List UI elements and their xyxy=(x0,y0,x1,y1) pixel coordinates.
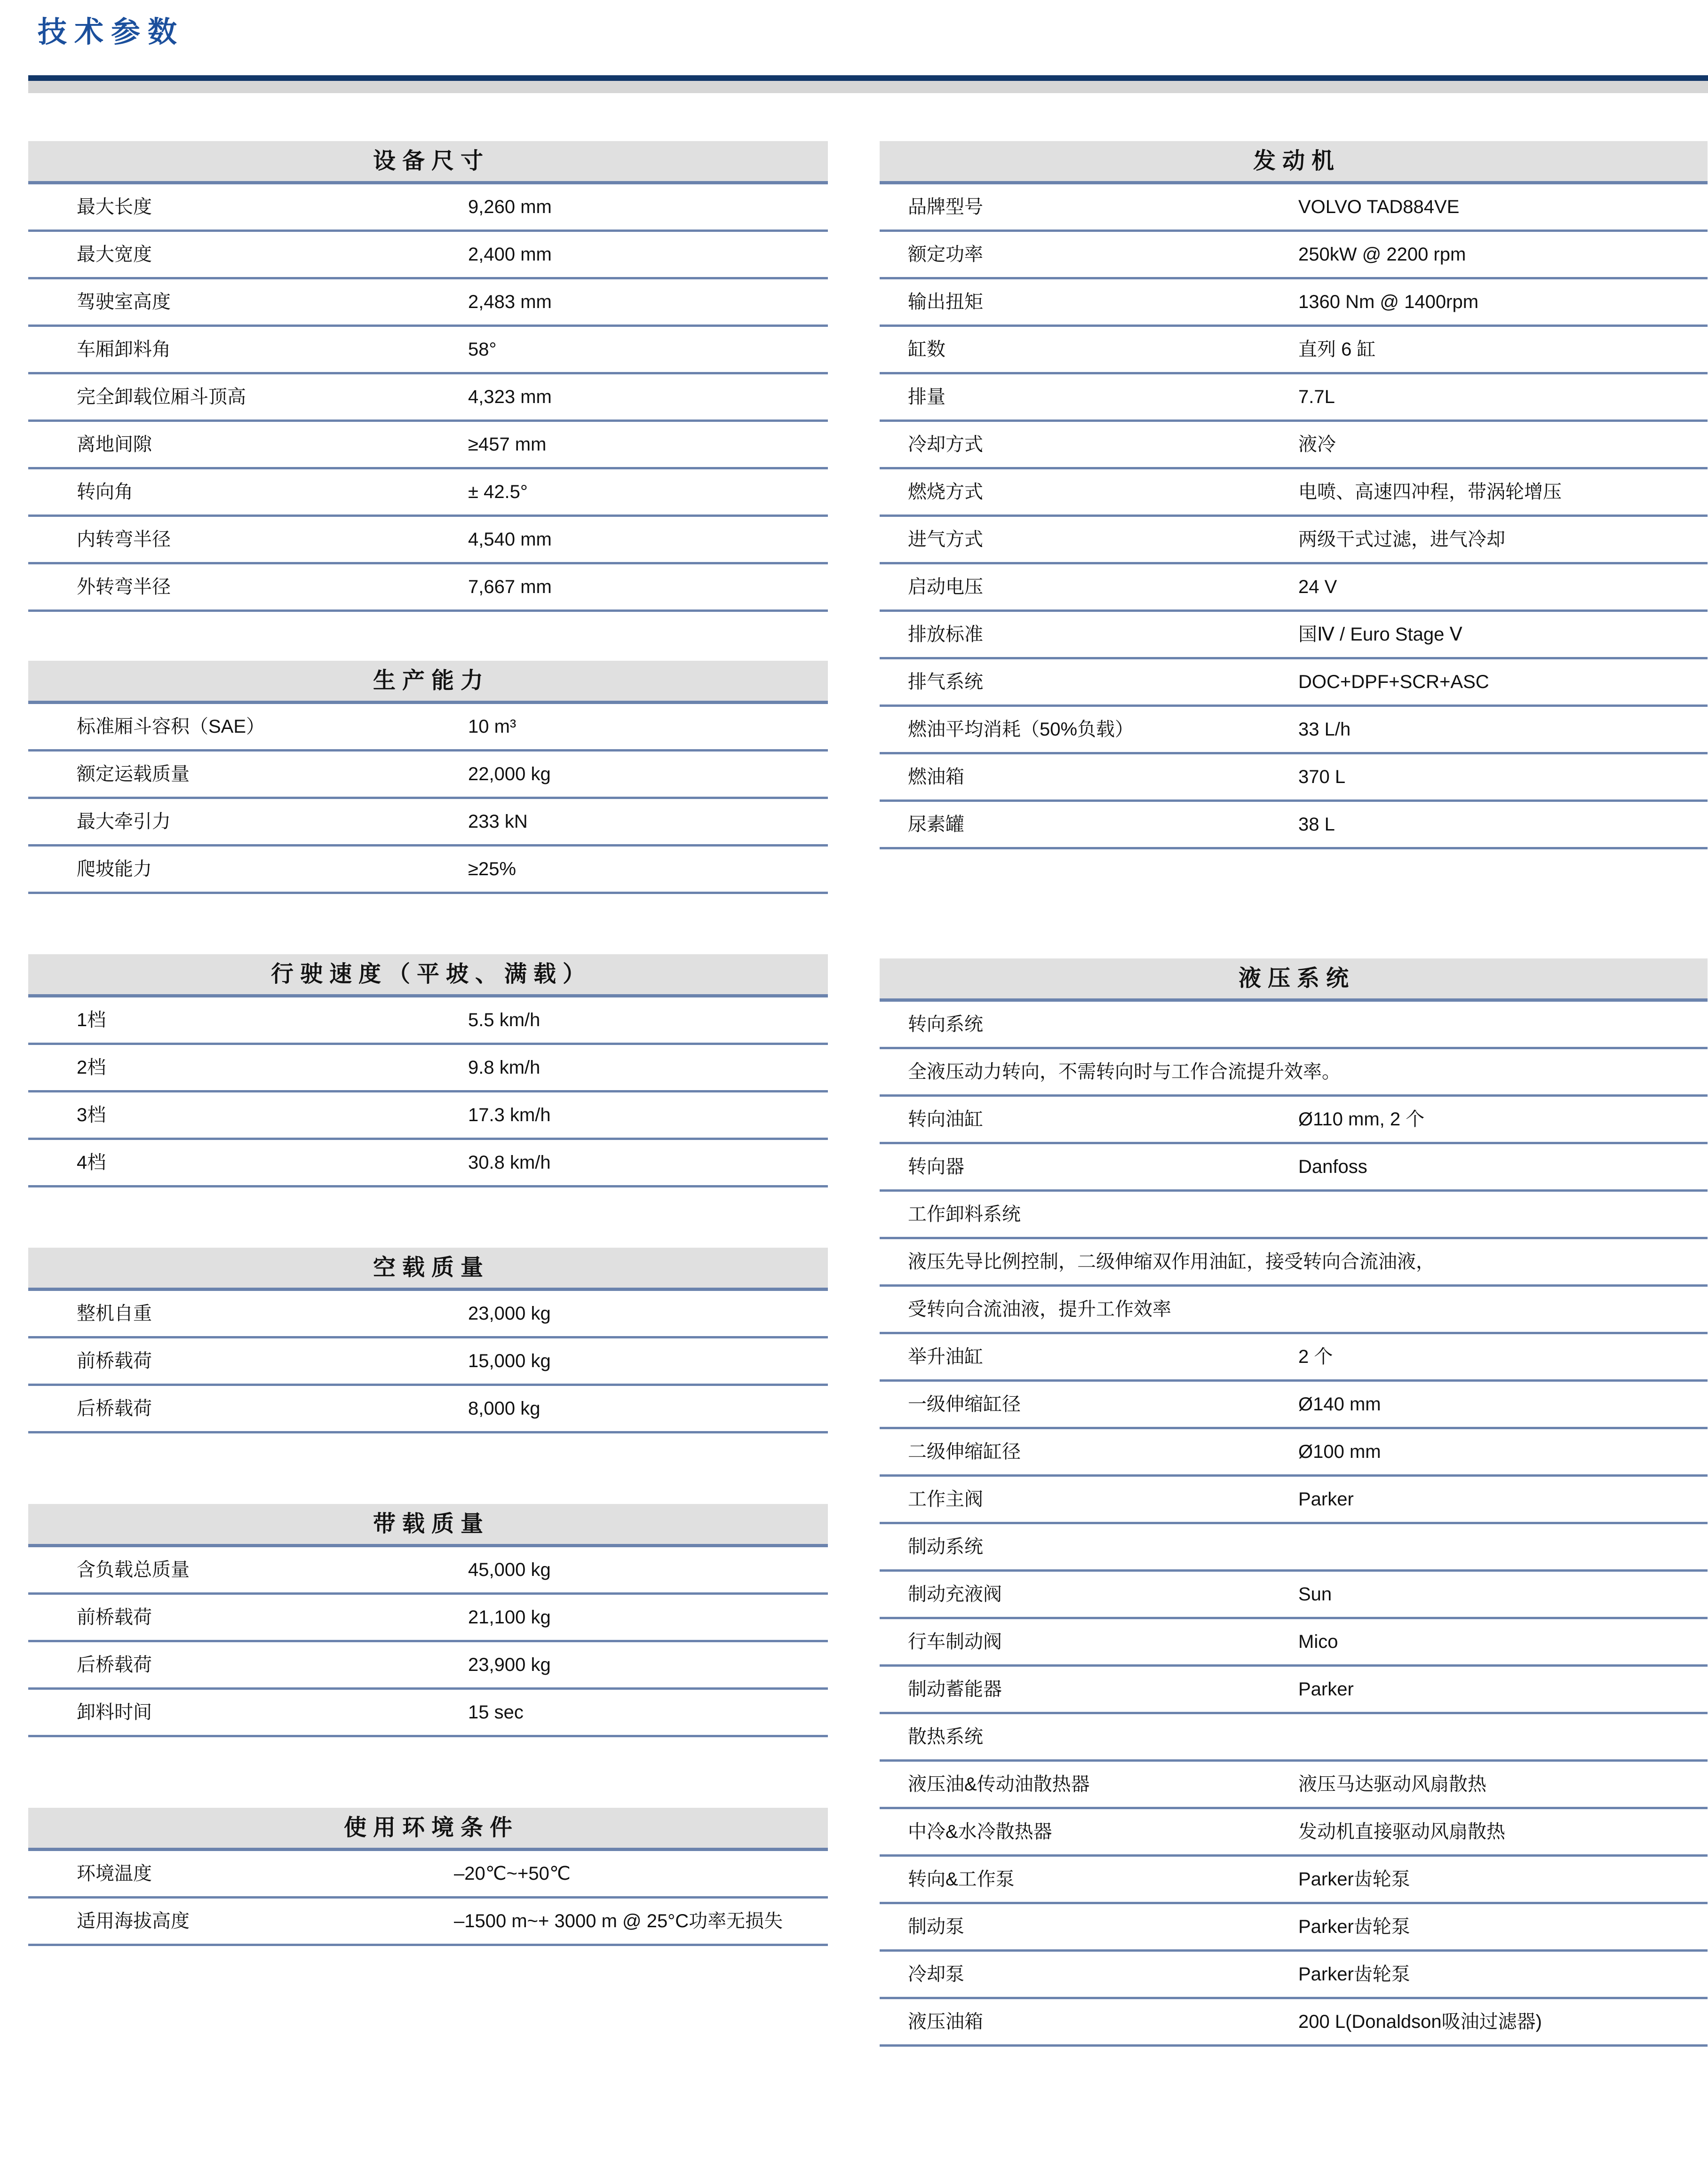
spec-value: 23,000 kg xyxy=(468,1303,551,1324)
spec-value: 23,900 kg xyxy=(468,1654,551,1675)
spec-label: 燃烧方式 xyxy=(908,482,983,502)
spec-label: 后桥载荷 xyxy=(77,1654,152,1675)
section-rows xyxy=(880,1002,1708,2047)
spec-row xyxy=(880,1002,1708,1049)
spec-value: 4,323 mm xyxy=(468,387,552,407)
spec-row xyxy=(880,1809,1708,1857)
spec-value: ≥457 mm xyxy=(468,434,547,455)
spec-label: 最大宽度 xyxy=(77,244,152,265)
spec-label: 3档 xyxy=(77,1105,106,1125)
spec-label: 制动蓄能器 xyxy=(908,1679,1002,1700)
spec-value: Mico xyxy=(1298,1631,1338,1652)
spec-value: 电喷、高速四冲程，带涡轮增压 xyxy=(1298,482,1562,502)
spec-value: 200 L(Donaldson吸油过滤器) xyxy=(1298,2011,1542,2032)
spec-value: 17.3 km/h xyxy=(468,1105,551,1125)
spec-value: 250kW @ 2200 rpm xyxy=(1298,244,1466,265)
spec-label: 最大牵引力 xyxy=(77,811,171,832)
spec-value: 30.8 km/h xyxy=(468,1152,551,1173)
spec-row xyxy=(28,1092,828,1140)
spec-row xyxy=(28,1851,828,1899)
spec-value: 38 L xyxy=(1298,814,1335,835)
spec-label: 进气方式 xyxy=(908,529,983,550)
section-gap xyxy=(28,1433,828,1504)
spec-value: Danfoss xyxy=(1298,1156,1367,1177)
spec-row xyxy=(880,1334,1708,1382)
spec-label: 工作主阀 xyxy=(908,1489,983,1510)
spec-label: 尿素罐 xyxy=(908,814,964,835)
spec-row xyxy=(28,469,828,517)
spec-label: 前桥载荷 xyxy=(77,1351,152,1371)
spec-value: 9.8 km/h xyxy=(468,1057,540,1078)
spec-section xyxy=(880,141,1708,849)
spec-row xyxy=(28,1140,828,1187)
spec-row xyxy=(880,1762,1708,1809)
section-gap xyxy=(880,849,1708,958)
spec-value: Parker xyxy=(1298,1489,1354,1510)
spec-value: 22,000 kg xyxy=(468,764,551,784)
spec-row xyxy=(28,1547,828,1595)
spec-label: 转向角 xyxy=(77,482,133,502)
left-column xyxy=(28,141,828,1946)
spec-label: 额定运载质量 xyxy=(77,764,190,784)
spec-label: 液压先导比例控制，二级伸缩双作用油缸，接受转向合流油液， xyxy=(908,1251,1435,1272)
spec-row xyxy=(880,754,1708,802)
right-column xyxy=(880,141,1708,2047)
spec-value: 2,400 mm xyxy=(468,244,552,265)
spec-row xyxy=(880,1667,1708,1714)
spec-label: 输出扭矩 xyxy=(908,292,983,312)
spec-value: Ø100 mm xyxy=(1298,1441,1381,1462)
section-header xyxy=(880,141,1708,184)
spec-row xyxy=(880,612,1708,659)
spec-value: Parker齿轮泵 xyxy=(1298,1916,1410,1937)
spec-label: 液压油&传动油散热器 xyxy=(908,1774,1090,1795)
spec-label: 外转弯半径 xyxy=(77,577,171,597)
spec-value: 233 kN xyxy=(468,811,528,832)
spec-value: ≥25% xyxy=(468,859,516,879)
spec-row xyxy=(880,802,1708,849)
spec-row xyxy=(28,232,828,279)
spec-value: 8,000 kg xyxy=(468,1398,540,1419)
spec-value: 58° xyxy=(468,339,497,360)
spec-section xyxy=(28,1504,828,1737)
spec-row xyxy=(28,564,828,612)
section-title: 带载质量 xyxy=(373,1511,490,1536)
spec-value: 21,100 kg xyxy=(468,1607,551,1628)
spec-row xyxy=(880,1524,1708,1572)
spec-value: Parker齿轮泵 xyxy=(1298,1869,1410,1890)
spec-label: 制动系统 xyxy=(908,1536,983,1557)
spec-value: 45,000 kg xyxy=(468,1559,551,1580)
spec-value: 两级干式过滤，进气冷却 xyxy=(1298,529,1505,550)
section-header xyxy=(28,1504,828,1547)
spec-row xyxy=(880,1619,1708,1667)
spec-label: 冷却方式 xyxy=(908,434,983,455)
section-gap xyxy=(28,1737,828,1808)
spec-row xyxy=(880,707,1708,754)
spec-label: 排气系统 xyxy=(908,672,983,692)
spec-value: 直列 6 缸 xyxy=(1298,339,1376,360)
spec-label: 卸料时间 xyxy=(77,1702,152,1723)
spec-row xyxy=(28,997,828,1045)
spec-row xyxy=(28,752,828,799)
spec-row xyxy=(880,1572,1708,1619)
spec-value: VOLVO TAD884VE xyxy=(1298,197,1460,217)
spec-section xyxy=(28,1808,828,1946)
spec-value: Ø110 mm, 2 个 xyxy=(1298,1109,1425,1130)
spec-label: 冷却泵 xyxy=(908,1964,964,1985)
spec-row xyxy=(880,659,1708,707)
spec-row xyxy=(28,847,828,894)
spec-value: 15,000 kg xyxy=(468,1351,551,1371)
section-title: 液压系统 xyxy=(1238,965,1355,991)
spec-label: 全液压动力转向，不需转向时与工作合流提升效率。 xyxy=(908,1061,1341,1082)
spec-label: 1档 xyxy=(77,1010,106,1030)
spec-value: 370 L xyxy=(1298,767,1346,787)
spec-value: 5.5 km/h xyxy=(468,1010,540,1030)
section-header xyxy=(28,1248,828,1291)
section-title: 行驶速度（平坡、满载） xyxy=(270,961,592,987)
spec-value: 4,540 mm xyxy=(468,529,552,550)
section-rows xyxy=(28,1851,828,1946)
spec-label: 标准厢斗容积（SAE） xyxy=(77,716,265,737)
spec-label: 缸数 xyxy=(908,339,945,360)
spec-row xyxy=(880,1477,1708,1524)
spec-value: 液压马达驱动风扇散热 xyxy=(1298,1774,1486,1795)
spec-label: 二级伸缩缸径 xyxy=(908,1441,1021,1462)
section-gap xyxy=(28,1187,828,1248)
spec-row xyxy=(28,1690,828,1737)
spec-row xyxy=(28,1899,828,1946)
spec-value: Parker齿轮泵 xyxy=(1298,1964,1410,1985)
spec-value: 33 L/h xyxy=(1298,719,1351,740)
spec-row xyxy=(28,279,828,327)
spec-label: 爬坡能力 xyxy=(77,859,152,879)
spec-row xyxy=(880,469,1708,517)
spec-value: –20℃~+50℃ xyxy=(454,1863,571,1884)
spec-value: Sun xyxy=(1298,1584,1332,1605)
spec-row xyxy=(880,1239,1708,1287)
page-title: 技术参数 xyxy=(38,16,185,48)
section-rows xyxy=(28,1547,828,1737)
spec-value: DOC+DPF+SCR+ASC xyxy=(1298,672,1489,692)
spec-row xyxy=(28,1045,828,1092)
spec-label: 前桥载荷 xyxy=(77,1607,152,1628)
spec-label: 环境温度 xyxy=(77,1863,152,1884)
section-rows xyxy=(28,997,828,1187)
spec-label: 排量 xyxy=(908,387,945,407)
spec-section xyxy=(28,141,828,612)
spec-value: 2,483 mm xyxy=(468,292,552,312)
spec-row xyxy=(28,374,828,422)
spec-value: 9,260 mm xyxy=(468,197,552,217)
spec-row xyxy=(28,1642,828,1690)
section-title: 发动机 xyxy=(1253,148,1341,174)
spec-label: 燃油箱 xyxy=(908,767,964,787)
spec-row xyxy=(28,704,828,752)
spec-value: ± 42.5° xyxy=(468,482,528,502)
section-title: 使用环境条件 xyxy=(343,1815,519,1840)
section-rows xyxy=(28,704,828,894)
spec-row xyxy=(28,1338,828,1386)
section-header xyxy=(28,954,828,997)
spec-label: 燃油平均消耗（50%负载） xyxy=(908,719,1134,740)
spec-value: 1360 Nm @ 1400rpm xyxy=(1298,292,1479,312)
spec-label: 转向系统 xyxy=(908,1014,983,1035)
spec-label: 中冷&水冷散热器 xyxy=(908,1821,1052,1842)
spec-row xyxy=(880,422,1708,469)
title-rule-navy xyxy=(28,75,1708,81)
spec-row xyxy=(28,1595,828,1642)
spec-label: 一级伸缩缸径 xyxy=(908,1394,1021,1415)
spec-label: 转向器 xyxy=(908,1156,964,1177)
spec-row xyxy=(880,1857,1708,1904)
spec-label: 内转弯半径 xyxy=(77,529,171,550)
spec-row xyxy=(880,517,1708,564)
spec-row xyxy=(880,1429,1708,1477)
spec-row xyxy=(880,1999,1708,2047)
spec-row xyxy=(880,1097,1708,1144)
spec-row xyxy=(28,422,828,469)
spec-label: 2档 xyxy=(77,1057,106,1078)
section-header xyxy=(28,661,828,704)
spec-label: 后桥载荷 xyxy=(77,1398,152,1419)
spec-row xyxy=(880,1904,1708,1952)
spec-row xyxy=(880,1144,1708,1192)
spec-label: 含负载总质量 xyxy=(77,1559,190,1580)
spec-section xyxy=(28,661,828,894)
section-gap xyxy=(28,612,828,661)
spec-label: 工作卸料系统 xyxy=(908,1204,1021,1225)
spec-row xyxy=(880,1382,1708,1429)
spec-row xyxy=(880,184,1708,232)
spec-value: Parker xyxy=(1298,1679,1354,1700)
spec-section xyxy=(880,958,1708,2047)
spec-label: 4档 xyxy=(77,1152,106,1173)
spec-row xyxy=(880,564,1708,612)
section-header xyxy=(28,1808,828,1851)
section-header xyxy=(28,141,828,184)
spec-label: 离地间隙 xyxy=(77,434,152,455)
spec-row xyxy=(880,1287,1708,1334)
spec-row xyxy=(880,374,1708,422)
spec-value: 2 个 xyxy=(1298,1346,1333,1367)
spec-label: 启动电压 xyxy=(908,577,983,597)
spec-value: Ø140 mm xyxy=(1298,1394,1381,1415)
section-gap xyxy=(28,894,828,954)
spec-row xyxy=(28,1291,828,1338)
spec-row xyxy=(880,279,1708,327)
section-rows xyxy=(28,184,828,612)
spec-label: 制动泵 xyxy=(908,1916,964,1937)
spec-row xyxy=(28,327,828,374)
spec-value: 7,667 mm xyxy=(468,577,552,597)
section-title: 生产能力 xyxy=(373,668,490,693)
spec-section xyxy=(28,1248,828,1433)
spec-row xyxy=(880,1714,1708,1762)
spec-label: 举升油缸 xyxy=(908,1346,983,1367)
spec-label: 最大长度 xyxy=(77,197,152,217)
spec-row xyxy=(28,184,828,232)
spec-label: 适用海拔高度 xyxy=(77,1911,190,1931)
spec-value: 液冷 xyxy=(1298,434,1336,455)
spec-value: 国Ⅳ / Euro Stage Ⅴ xyxy=(1298,624,1462,645)
spec-row xyxy=(28,517,828,564)
spec-row xyxy=(880,1952,1708,1999)
spec-label: 受转向合流油液，提升工作效率 xyxy=(908,1299,1171,1320)
section-header xyxy=(880,958,1708,1002)
spec-value: 7.7L xyxy=(1298,387,1335,407)
spec-label: 转向油缸 xyxy=(908,1109,983,1130)
section-title: 空载质量 xyxy=(373,1255,490,1280)
spec-label: 完全卸载位厢斗顶高 xyxy=(77,387,246,407)
spec-value: 10 m³ xyxy=(468,716,516,737)
spec-label: 车厢卸料角 xyxy=(77,339,171,360)
spec-row xyxy=(28,799,828,847)
spec-row xyxy=(880,327,1708,374)
spec-section xyxy=(28,954,828,1187)
spec-value: –1500 m~+ 3000 m @ 25°C功率无损失 xyxy=(454,1911,783,1931)
spec-value: 发动机直接驱动风扇散热 xyxy=(1298,1821,1505,1842)
spec-value: 15 sec xyxy=(468,1702,524,1723)
spec-label: 排放标准 xyxy=(908,624,983,645)
spec-row xyxy=(28,1386,828,1433)
title-rule-band xyxy=(28,81,1708,93)
spec-label: 液压油箱 xyxy=(908,2011,983,2032)
spec-label: 散热系统 xyxy=(908,1726,983,1747)
spec-row xyxy=(880,1049,1708,1097)
spec-value: 24 V xyxy=(1298,577,1337,597)
spec-label: 品牌型号 xyxy=(908,197,983,217)
spec-label: 整机自重 xyxy=(77,1303,152,1324)
section-rows xyxy=(28,1291,828,1433)
spec-row xyxy=(880,1192,1708,1239)
spec-label: 额定功率 xyxy=(908,244,983,265)
spec-label: 驾驶室高度 xyxy=(77,292,171,312)
spec-row xyxy=(880,232,1708,279)
spec-label: 转向&工作泵 xyxy=(908,1869,1015,1890)
section-title: 设备尺寸 xyxy=(373,148,490,174)
section-rows xyxy=(880,184,1708,849)
spec-label: 制动充液阀 xyxy=(908,1584,1002,1605)
spec-label: 行车制动阀 xyxy=(908,1631,1002,1652)
